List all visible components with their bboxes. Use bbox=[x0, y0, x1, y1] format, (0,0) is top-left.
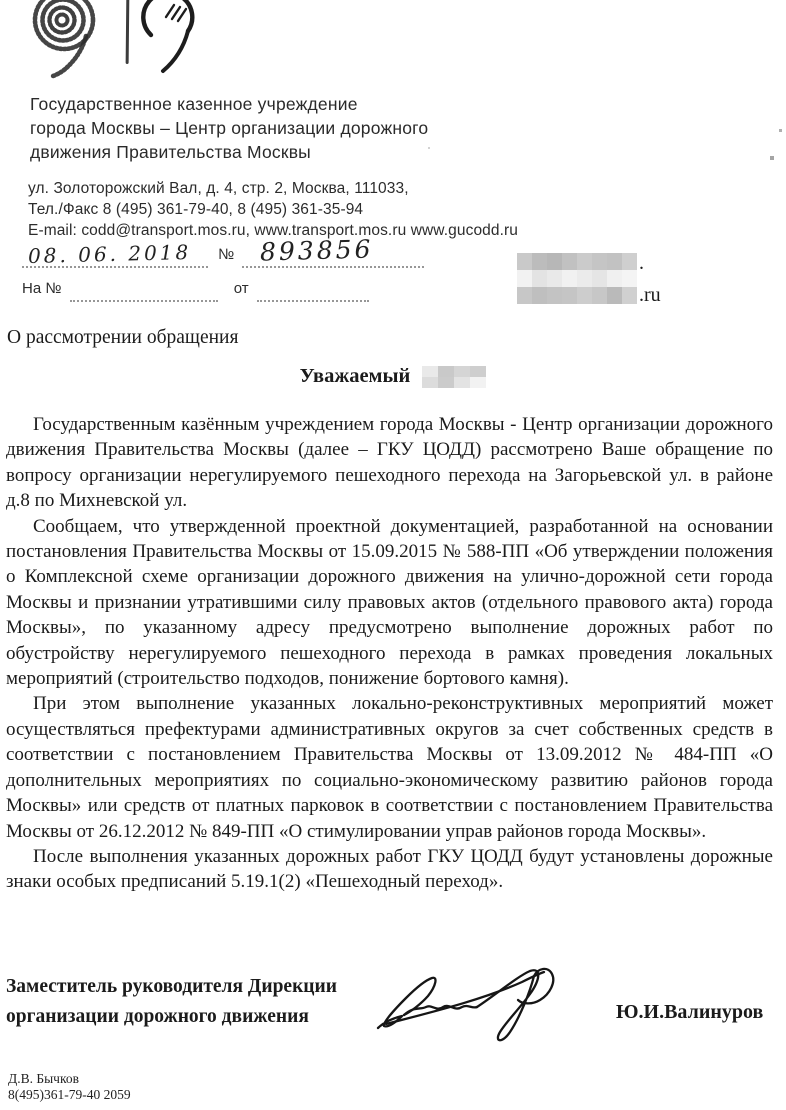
salutation-row bbox=[0, 364, 786, 388]
salutation-redaction bbox=[422, 366, 486, 388]
codd-circle-road-emblem-icon bbox=[141, 0, 199, 86]
codd-text-spiral-emblem-icon bbox=[28, 0, 98, 80]
salutation-word: Уважаемый bbox=[299, 364, 411, 387]
executor-footer bbox=[8, 1071, 131, 1103]
handwritten-number: 893856 bbox=[259, 234, 374, 267]
logo-divider bbox=[126, 0, 129, 64]
executor-name: Д.В. Бычков bbox=[8, 1071, 79, 1086]
executor-phone: 8(495)361-79-40 2059 bbox=[8, 1087, 131, 1102]
incoming-ref-row bbox=[22, 276, 502, 310]
signature-block bbox=[6, 970, 780, 1070]
address-line: Тел./Факс 8 (495) 361-79-40, 8 (495) 361-35-94 bbox=[28, 201, 364, 218]
subject-line: О рассмотрении обращения bbox=[7, 327, 239, 348]
scan-speck bbox=[779, 129, 782, 132]
address-line: ул. Золоторожский Вал, д. 4, стр. 2, Москва, 111033, bbox=[28, 180, 409, 197]
body-paragraph: Сообщаем, что утвержденной проектной документацией, разработанной на основании постановления Правительства Москвы от 15.09.2015 № 588-ПП «Об утверждении положения о Комплексной схеме организации дорожного движения на улично-дорожной сети города Москвы и признании утратившими силу правовых актов (отдельного правового акта) города Москвы», по указанному адресу предусмотрено выполнение дорожных работ по обустройству нерегулируемого пешеходного перехода в рамках проведения локальных мероприятий (строительство подходов, понижение бортового камня). bbox=[6, 515, 773, 690]
recipient-redaction bbox=[517, 253, 637, 304]
reply-date-line bbox=[257, 276, 369, 302]
signer-name: Ю.И.Валинуров bbox=[616, 1001, 764, 1023]
reference-block bbox=[22, 234, 502, 310]
signer-position bbox=[6, 972, 337, 1032]
recipient-block bbox=[517, 252, 661, 306]
body-paragraph: После выполнения указанных дорожных работ ГКУ ЦОДД будут установлены дорожные знаки особых предписаний 5.19.1(2) «Пешеходный переход». bbox=[6, 845, 773, 893]
org-name-line: города Москвы – Центр организации дорожного bbox=[30, 118, 429, 138]
address-line: E-mail: codd@transport.mos.ru, www.transport.mos.ru www.gucodd.ru bbox=[28, 222, 518, 239]
recipient-line1-suffix: . bbox=[639, 252, 644, 274]
outgoing-ref-row bbox=[22, 234, 502, 276]
handwritten-signature bbox=[372, 960, 577, 1052]
body-paragraph: Государственным казённым учреждением города Москвы - Центр организации дорожного движения Правительства Москвы (далее – ГКУ ЦОДД) рассмотрено Ваше обращение по вопросу организации нерегулируемого пешеходного перехода на Загорьевской ул. в районе д.8 по Михневской ул. bbox=[6, 414, 773, 512]
org-name-line: движения Правительства Москвы bbox=[30, 142, 311, 162]
number-label: № bbox=[218, 246, 235, 263]
reply-to-label: На № bbox=[22, 280, 62, 297]
scan-speck bbox=[428, 147, 430, 149]
letter-body bbox=[6, 412, 773, 895]
org-address bbox=[28, 178, 518, 241]
org-name bbox=[30, 92, 428, 164]
reply-number-line bbox=[70, 276, 218, 302]
org-name-line: Государственное казенное учреждение bbox=[30, 94, 358, 114]
signer-position-line: Заместитель руководителя Дирекции bbox=[6, 976, 338, 997]
handwritten-date: 08. 06. 2018 bbox=[27, 240, 192, 268]
from-label: от bbox=[233, 280, 249, 297]
body-paragraph: При этом выполнение указанных локально-реконструктивных мероприятий может осуществляться префектурами административных округов за счет собственных средств в соответствии с постановлением Правительства Москвы от 13.09.2012 № 484-ПП «О дополнительных мероприятиях по социально-экономическому развитию районов города Москвы» или средств от платных парковок в соответствии с постановлением Правительства Москвы от 26.12.2012 № 849-ПП «О стимулировании управ районов города Москвы». bbox=[6, 693, 773, 842]
scan-speck bbox=[770, 156, 774, 160]
recipient-line2-suffix: .ru bbox=[639, 284, 661, 306]
signer-position-line: организации дорожного движения bbox=[6, 1006, 309, 1027]
